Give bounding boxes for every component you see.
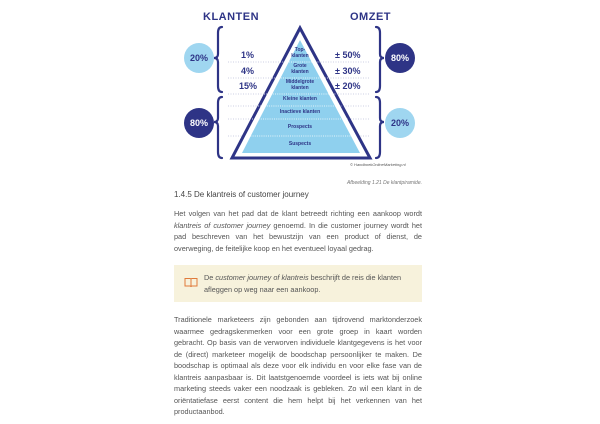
paragraph-body: Traditionele marketeers zijn gebonden aan tijdrovend marktonderzoek waarmee gedragskenmerken voor een grote groep in kaart worden gebracht. Op basis van de verworven individuele klantgegevens is het voor de (direct) marketeer mogelijk de boodschap persoonlijker te maken. De boodschap is optimaal als deze voor elk individu en voor elke fase van de klantreis aanpasbaar is. Dit laatstgenoemde voordeel is iets wat bij online marketing steeds vaker een noodzaak is gebleken. Zo wil een klant in de oriëntatiefase eerst content die hem helpt bij het verkennen van het productaanbod. (174, 315, 422, 416)
right-bottom-brace (376, 97, 384, 158)
left-bottom-brace (214, 97, 222, 158)
revenue-pct-large: ± 30% (335, 66, 361, 76)
customers-pct-top: 1% (241, 50, 255, 60)
customers-pct-large: 4% (241, 66, 255, 76)
figure-caption: Afbeelding 1.21 De klantpiramide. (346, 180, 422, 186)
level-middelgrote-klanten: Middelgrote klanten (285, 79, 315, 91)
customers-pct-mid: 15% (239, 81, 258, 91)
other-revenue-share-circle: 20% (385, 108, 415, 138)
section-heading: 1.4.5 De klantreis of customer journey (174, 190, 309, 199)
top-customers-share-circle: 20% (184, 43, 214, 73)
other-customers-share-circle: 80% (184, 108, 214, 138)
right-top-brace (376, 27, 384, 92)
para-text: genoemd. In die customer journey wordt het pad beschreven van het bewustzijn van een product of dienst, de overweging, de feitelijke koop en het eventueel loyaal gedrag. (174, 220, 422, 253)
level-suspects: Suspects (288, 141, 312, 147)
callout-text-part: beschrijft de reis die klanten afleggen op weg naar een aankoop. (204, 273, 402, 294)
callout-text-part: De (204, 273, 216, 282)
book-icon (184, 277, 198, 288)
header-omzet: OMZET (350, 11, 391, 23)
customer-pyramid-figure (0, 0, 600, 175)
para-text: Het volgen van het pad dat de klant betreedt richting een aankoop wordt (174, 209, 422, 218)
callout-text (204, 272, 418, 295)
level-grote-klanten: Grote klanten (291, 63, 309, 75)
figure-credit: © HandboekOnlineMarketing.nl (350, 162, 406, 167)
paragraph-intro (174, 208, 422, 254)
level-top-klanten: Top- klanten (291, 47, 309, 59)
left-top-brace (214, 27, 222, 92)
level-inactieve-klanten: Inactieve klanten (279, 109, 321, 115)
definition-callout (174, 265, 422, 302)
top-revenue-share-circle: 80% (385, 43, 415, 73)
level-kleine-klanten: Kleine klanten (283, 96, 317, 102)
para-emphasis: klantreis of customer journey (174, 220, 271, 230)
revenue-pct-mid: ± 20% (335, 81, 361, 91)
callout-emphasis: customer journey of klantreis (215, 273, 309, 282)
revenue-pct-top: ± 50% (335, 50, 361, 60)
header-klanten: KLANTEN (203, 11, 260, 23)
level-prospects: Prospects (287, 124, 313, 130)
